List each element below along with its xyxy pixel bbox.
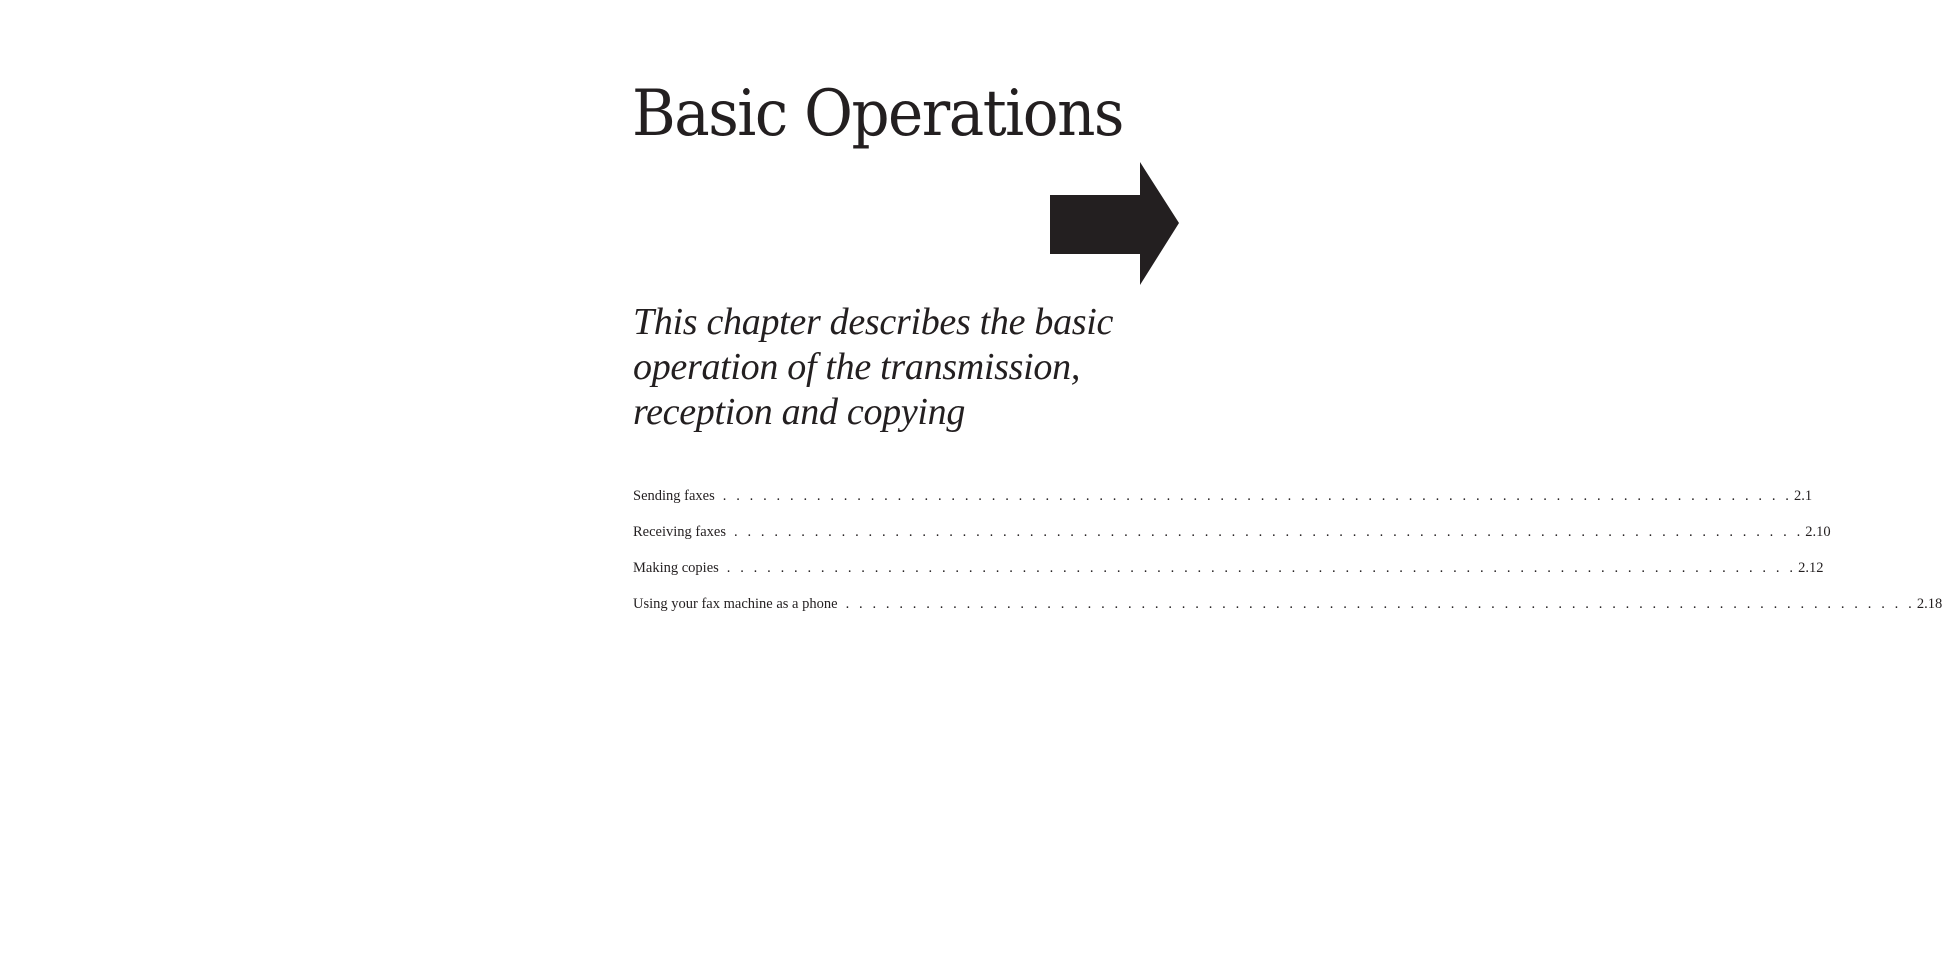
toc-entry[interactable] (633, 485, 1813, 507)
toc-entry-label: Making copies (633, 560, 719, 576)
toc-leader-dots: . . . . . . . . . . . . . . . . . . . . . . . . . . . . . . . . . . . . . . . . . . . . . . . . . . . . . . . . . . . . . . . . . . . . . . . . . . . . . . . . (722, 488, 1793, 504)
table-of-contents (633, 485, 1942, 629)
arrow-right-icon-shape (1050, 162, 1179, 285)
arrow-right-icon (1050, 162, 1179, 285)
toc-entry[interactable] (633, 557, 1824, 579)
toc-entry-label: Using your fax machine as a phone (633, 596, 838, 612)
toc-leader-dots: . . . . . . . . . . . . . . . . . . . . . . . . . . . . . . . . . . . . . . . . . . . . . . . . . . . . . . . . . . . . . . . . . . . . . . . . . . . . . . . . (726, 560, 1797, 576)
toc-entry-label: Sending faxes (633, 488, 715, 504)
toc-entry[interactable] (633, 593, 1942, 615)
chapter-intro: This chapter describes the basic operation of the transmission, reception and copying (633, 301, 1114, 433)
toc-entry-label: Receiving faxes (633, 524, 727, 540)
toc-leader-dots: . . . . . . . . . . . . . . . . . . . . . . . . . . . . . . . . . . . . . . . . . . . . . . . . . . . . . . . . . . . . . . . . . . . . . . . . . . . . . . . . (845, 596, 1915, 612)
toc-entry-page: 2.12 (1798, 560, 1824, 576)
toc-entry-page: 2.1 (1794, 488, 1813, 504)
toc-entry[interactable] (633, 521, 1831, 543)
toc-entry-page: 2.18 (1916, 596, 1942, 612)
toc-entry-page: 2.10 (1805, 524, 1831, 540)
chapter-title: Basic Operations (632, 77, 1123, 151)
toc-leader-dots: . . . . . . . . . . . . . . . . . . . . . . . . . . . . . . . . . . . . . . . . . . . . . . . . . . . . . . . . . . . . . . . . . . . . . . . . . . . . . . . . (734, 524, 1804, 540)
